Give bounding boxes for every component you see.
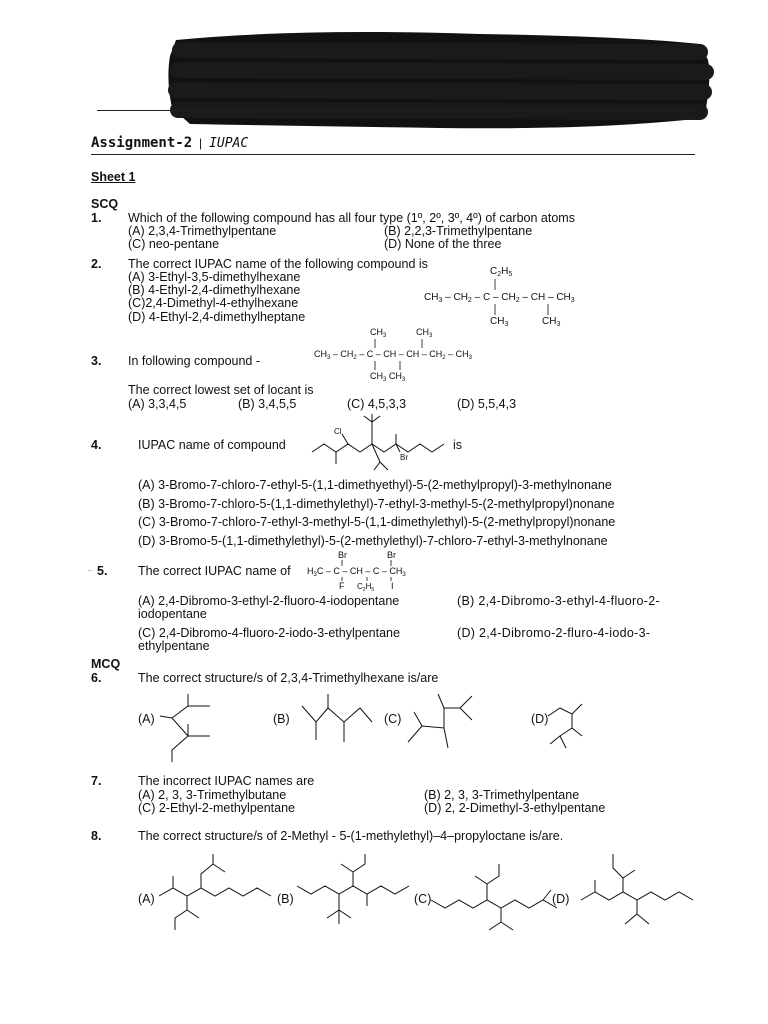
q7-option-a: (A) 2, 3, 3-Trimethylbutane: [138, 788, 287, 802]
q3-option-d: (D) 5,5,4,3: [457, 397, 517, 411]
q8-structure-c: [431, 864, 557, 930]
header: [91, 134, 248, 151]
q2-chain: $CH_3 - CH_2$ – C – $CH_2$ – CH – $CH_3$: [424, 292, 575, 304]
svg-text:F: F: [339, 581, 345, 591]
svg-text:Br: Br: [338, 550, 347, 560]
svg-text:Br: Br: [387, 550, 396, 560]
q6-text: The correct structure/s of 2,3,4-Trimethylhexane is/are: [138, 671, 439, 685]
header-top-rule: [97, 110, 695, 111]
svg-text:CH3: $CH_3$: [370, 327, 387, 339]
q8-label-a: (A): [138, 892, 155, 906]
q2-option-a: (A) 3-Ethyl-3,5-dimethylhexane: [128, 270, 301, 284]
svg-text:Br: Br: [400, 453, 408, 462]
q8-structure-d: [581, 854, 693, 924]
q8-label-c: (C): [414, 892, 432, 906]
svg-text:CH3 – CH2 – C – CH – CH – CH2: $CH_3 - CH_2$ – C – CH – CH – $CH_2 - CH_3$: [314, 349, 472, 361]
q5-mark: ..: [88, 566, 92, 573]
mcq-heading: MCQ: [91, 657, 121, 671]
q5-option-b: (B) 2,4-Dibromo-3-ethyl-4-fluoro-2-: [457, 594, 660, 608]
q1-option-d: (D) None of the three: [384, 237, 502, 251]
q5-structure: [305, 548, 435, 594]
q6-label-b: (B): [273, 712, 290, 726]
q6-structures: [150, 688, 600, 768]
q6-structure-a: [160, 694, 210, 762]
q6-number: 6.: [91, 671, 102, 685]
q6-label-c: (C): [384, 712, 402, 726]
q2-ch3-a: $CH_3$: [490, 316, 509, 328]
q4-number: 4.: [91, 438, 102, 452]
q6-structure-b: [302, 694, 372, 742]
q6-label-d: (D): [531, 712, 549, 726]
q1-option-b: (B) 2,2,3-Trimethylpentane: [384, 224, 533, 238]
q4-is: is: [453, 438, 463, 452]
q1-option-a: (A) 2,3,4-Trimethylpentane: [128, 224, 277, 238]
q6-structure-c: [408, 694, 472, 748]
header-subtitle: IUPAC: [209, 136, 249, 151]
svg-text:CH3: $CH_3$: [416, 327, 433, 339]
q5-option-c-cont: ethylpentane: [138, 639, 210, 653]
q8-structures: [155, 850, 715, 940]
header-bottom-rule: [91, 154, 695, 155]
q7-text: The incorrect IUPAC names are: [138, 774, 315, 788]
svg-text:C2H5: $C_2H_5$: [357, 582, 375, 593]
q8-structure-a: [159, 854, 271, 930]
q3-option-c: (C) 4,5,3,3: [347, 397, 407, 411]
assignment-title: Assignment-2: [91, 135, 193, 151]
q5-option-a-cont: iodopentane: [138, 607, 207, 621]
q5-option-d: (D) 2,4-Dibromo-2-fluro-4-iodo-3-: [457, 626, 651, 640]
q2-number: 2.: [91, 257, 102, 271]
svg-text:H3C – C – CH – C – CH3: $H_3C$ – C – CH – C – $CH_3$: [307, 566, 406, 578]
q1-option-c: (C) neo-pentane: [128, 237, 220, 251]
q5-option-c: (C) 2,4-Dibromo-4-fluoro-2-iodo-3-ethylpentane: [138, 626, 400, 640]
q3-text-2: The correct lowest set of locant is: [128, 383, 314, 397]
q4-option-c: (C) 3-Bromo-7-chloro-7-ethyl-3-methyl-5-(1,1-dimethylethyl)-5-(2-methylpropyl)nonane: [138, 515, 616, 529]
q4-option-b: (B) 3-Bromo-7-chloro-5-(1,1-dimethylethyl)-7-ethyl-3-methyl-5-(2-methylpropyl)nonane: [138, 497, 615, 511]
q7-number: 7.: [91, 774, 102, 788]
q4-option-d: (D) 3-Bromo-5-(1,1-dimethylethyl)-5-(2-methylethyl)-7-chloro-7-ethyl-3-methylnonane: [138, 534, 608, 548]
q2-text: The correct IUPAC name of the following compound is: [128, 257, 428, 271]
q4-structure: [310, 412, 450, 476]
svg-text:Cl: Cl: [334, 427, 342, 436]
q4-option-a: (A) 3-Bromo-7-chloro-7-ethyl-5-(1,1-dimethyethyl)-5-(2-methylpropyl)-3-methylnonane: [138, 478, 612, 492]
q2-option-b: (B) 4-Ethyl-2,4-dimethylhexane: [128, 283, 301, 297]
q7-option-d: (D) 2, 2-Dimethyl-3-ethylpentane: [424, 801, 606, 815]
svg-text:CH3 CH3: $CH_3$ $CH_3$: [370, 371, 406, 383]
q2-structure: [420, 262, 600, 332]
q2-ch3-b: $CH_3$: [542, 316, 561, 328]
q3-option-b: (B) 3,4,5,5: [238, 397, 297, 411]
q2-option-c: (C)2,4-Dimethyl-4-ethylhexane: [128, 296, 299, 310]
q3-text: In following compound -: [128, 354, 261, 368]
q1-number: 1.: [91, 211, 102, 225]
q6-structure-d: [548, 704, 582, 748]
q2-option-d: (D) 4-Ethyl-2,4-dimethylheptane: [128, 310, 306, 324]
q3-number: 3.: [91, 354, 102, 368]
sheet-label: Sheet 1: [91, 170, 136, 184]
svg-text:I: I: [391, 581, 394, 591]
q6-label-a: (A): [138, 712, 155, 726]
q7-option-b: (B) 2, 3, 3-Trimethylpentane: [424, 788, 580, 802]
q2-c2h5: $C_2H_5$: [490, 266, 513, 278]
q8-label-b: (B): [277, 892, 294, 906]
q8-structure-b: [297, 854, 409, 924]
header-separator: |: [199, 136, 203, 150]
q4-text: IUPAC name of compound: [138, 438, 286, 452]
q8-label-d: (D): [552, 892, 570, 906]
q1-text: Which of the following compound has all four type (1º, 2º, 3º, 4º) of carbon atoms: [128, 211, 575, 225]
scq-heading: SCQ: [91, 197, 119, 211]
q7-option-c: (C) 2-Ethyl-2-methylpentane: [138, 801, 296, 815]
q3-option-a: (A) 3,3,4,5: [128, 397, 187, 411]
q5-text: The correct IUPAC name of: [138, 564, 291, 578]
q3-structure: [312, 324, 502, 384]
q8-number: 8.: [91, 829, 102, 843]
q5-option-a: (A) 2,4-Dibromo-3-ethyl-2-fluoro-4-iodopentane: [138, 594, 400, 608]
q5-number: 5.: [97, 564, 108, 578]
redaction-mark: [0, 0, 768, 140]
q8-text: The correct structure/s of 2-Methyl - 5-(1-methylethyl)–4–propyloctane is/are.: [138, 829, 564, 843]
